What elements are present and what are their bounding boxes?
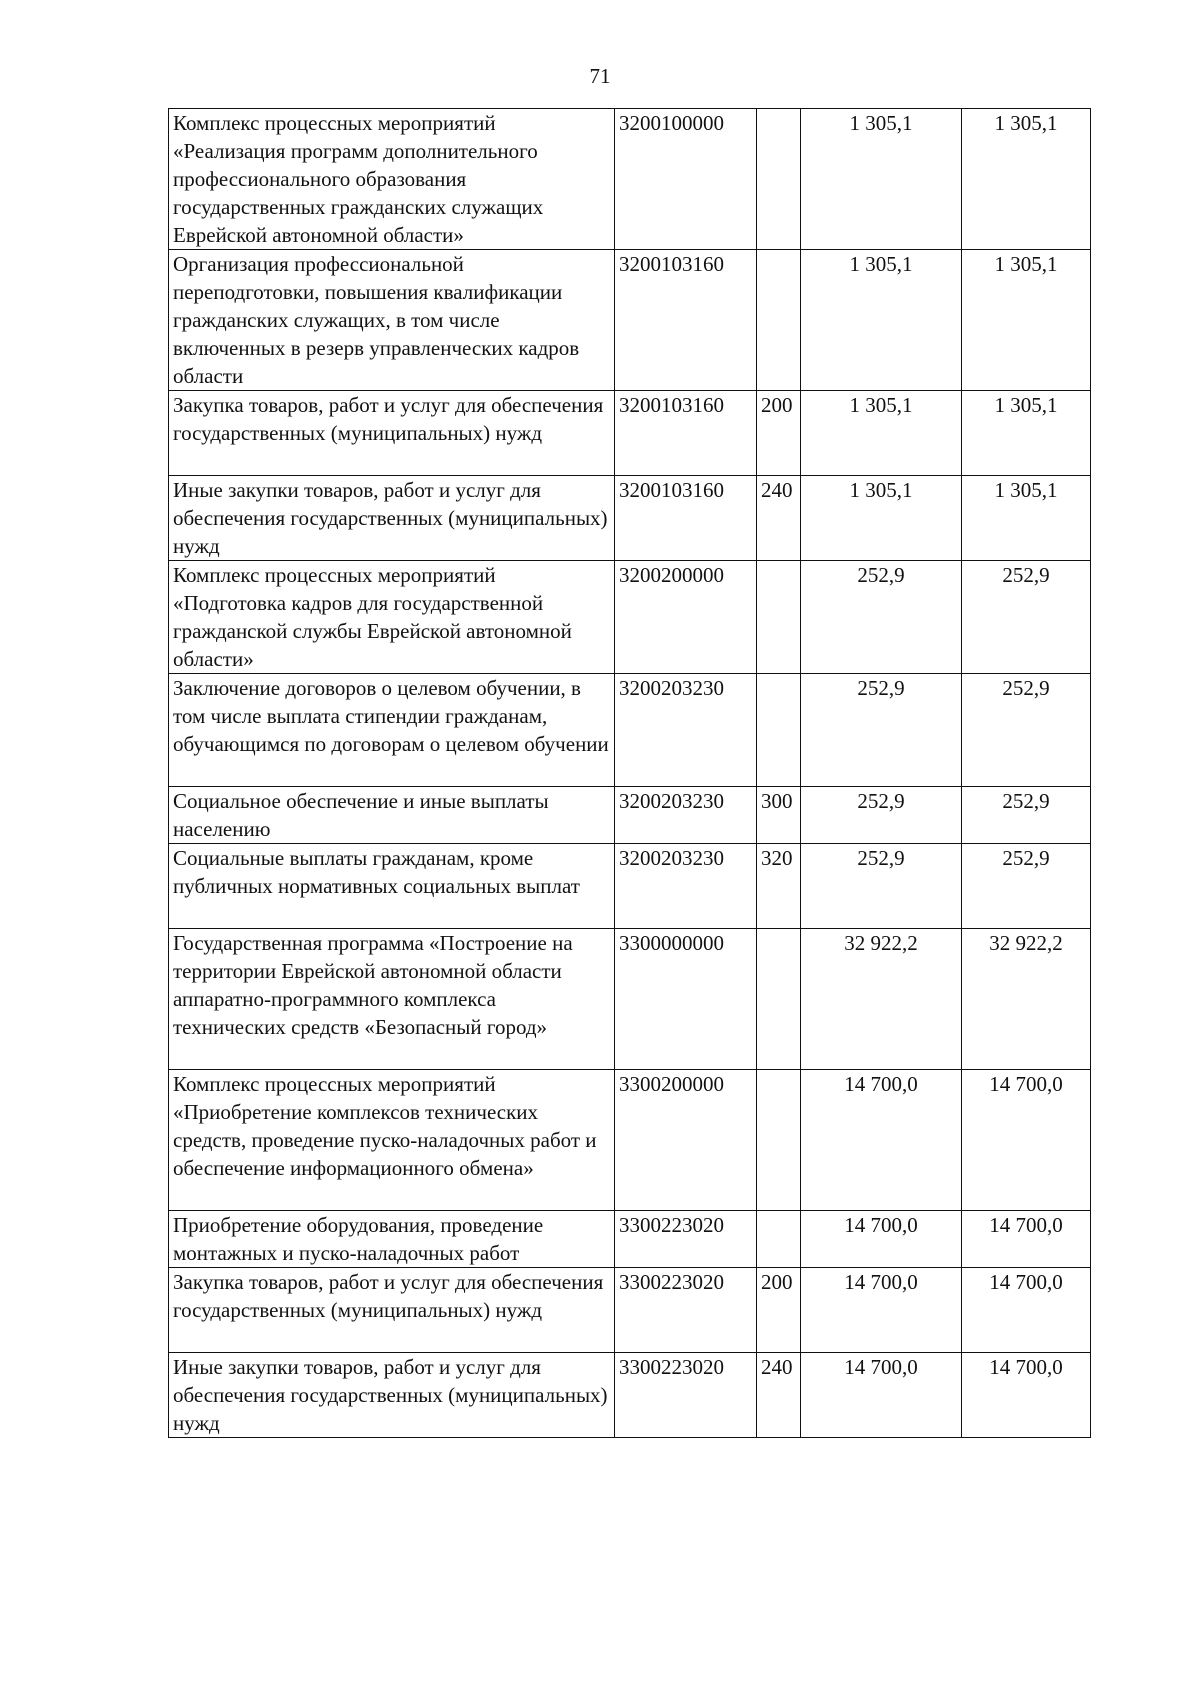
row-type-cell: 240 xyxy=(757,476,801,561)
row-value1-cell: 1 305,1 xyxy=(801,391,962,476)
row-value1-cell: 252,9 xyxy=(801,674,962,787)
row-type-cell xyxy=(757,674,801,787)
row-value2-cell: 32 922,2 xyxy=(962,929,1091,1070)
row-value2-cell: 252,9 xyxy=(962,844,1091,929)
table-row xyxy=(169,1211,1091,1268)
row-value2-cell: 14 700,0 xyxy=(962,1211,1091,1268)
row-value1-cell: 1 305,1 xyxy=(801,109,962,250)
row-code-cell: 3300200000 xyxy=(615,1070,757,1211)
row-name-cell: Комплекс процессных мероприятий «Приобретение комплексов технических средств, проведение пуско-наладочных работ и обеспечение информационного обмена» xyxy=(169,1070,615,1211)
row-name-cell: Приобретение оборудования, проведение монтажных и пуско-наладочных работ xyxy=(169,1211,615,1268)
table-row xyxy=(169,1070,1091,1211)
row-code-cell: 3200103160 xyxy=(615,391,757,476)
table-row xyxy=(169,844,1091,929)
row-value2-cell: 1 305,1 xyxy=(962,476,1091,561)
row-code-cell: 3200203230 xyxy=(615,787,757,844)
row-code-cell: 3200200000 xyxy=(615,561,757,674)
row-value1-cell: 14 700,0 xyxy=(801,1070,962,1211)
row-type-cell xyxy=(757,250,801,391)
row-name-cell: Организация профессиональной переподготовки, повышения квалификации гражданских служащих, в том числе включенных в резерв управленческих кадров области xyxy=(169,250,615,391)
row-name-cell: Комплекс процессных мероприятий «Подготовка кадров для государственной гражданской службы Еврейской автономной области» xyxy=(169,561,615,674)
row-value2-cell: 1 305,1 xyxy=(962,391,1091,476)
row-name-cell: Закупка товаров, работ и услуг для обеспечения государственных (муниципальных) нужд xyxy=(169,391,615,476)
table-row xyxy=(169,1268,1091,1353)
row-value2-cell: 1 305,1 xyxy=(962,109,1091,250)
row-value1-cell: 252,9 xyxy=(801,787,962,844)
row-value1-cell: 1 305,1 xyxy=(801,250,962,391)
table-row xyxy=(169,109,1091,250)
row-value2-cell: 252,9 xyxy=(962,674,1091,787)
row-type-cell: 200 xyxy=(757,391,801,476)
table-row xyxy=(169,787,1091,844)
row-value2-cell: 14 700,0 xyxy=(962,1353,1091,1438)
table-row xyxy=(169,476,1091,561)
row-name-cell: Иные закупки товаров, работ и услуг для обеспечения государственных (муниципальных) нужд xyxy=(169,476,615,561)
row-type-cell xyxy=(757,929,801,1070)
row-value2-cell: 14 700,0 xyxy=(962,1268,1091,1353)
row-type-cell: 200 xyxy=(757,1268,801,1353)
row-code-cell: 3300223020 xyxy=(615,1268,757,1353)
page-number: 71 xyxy=(589,64,611,88)
table-row xyxy=(169,674,1091,787)
row-value1-cell: 1 305,1 xyxy=(801,476,962,561)
row-code-cell: 3200103160 xyxy=(615,250,757,391)
row-value1-cell: 14 700,0 xyxy=(801,1353,962,1438)
table-row xyxy=(169,250,1091,391)
row-code-cell: 3200203230 xyxy=(615,674,757,787)
row-value1-cell: 252,9 xyxy=(801,561,962,674)
table-row xyxy=(169,1353,1091,1438)
row-type-cell: 240 xyxy=(757,1353,801,1438)
row-value1-cell: 14 700,0 xyxy=(801,1211,962,1268)
row-type-cell xyxy=(757,1211,801,1268)
row-name-cell: Заключение договоров о целевом обучении, в том числе выплата стипендии гражданам, обучающимся по договорам о целевом обучении xyxy=(169,674,615,787)
row-name-cell: Социальное обеспечение и иные выплаты населению xyxy=(169,787,615,844)
row-value2-cell: 14 700,0 xyxy=(962,1070,1091,1211)
row-type-cell xyxy=(757,109,801,250)
row-value1-cell: 252,9 xyxy=(801,844,962,929)
row-type-cell: 320 xyxy=(757,844,801,929)
row-code-cell: 3200100000 xyxy=(615,109,757,250)
budget-table xyxy=(168,108,1091,1438)
row-name-cell: Социальные выплаты гражданам, кроме публичных нормативных социальных выплат xyxy=(169,844,615,929)
row-name-cell: Иные закупки товаров, работ и услуг для обеспечения государственных (муниципальных) нужд xyxy=(169,1353,615,1438)
table-row xyxy=(169,561,1091,674)
row-value2-cell: 252,9 xyxy=(962,561,1091,674)
row-name-cell: Комплекс процессных мероприятий «Реализация программ дополнительного профессионального образования государственных гражданских служащих Еврейской автономной области» xyxy=(169,109,615,250)
table-row xyxy=(169,929,1091,1070)
row-code-cell: 3300223020 xyxy=(615,1211,757,1268)
row-type-cell: 300 xyxy=(757,787,801,844)
row-name-cell: Государственная программа «Построение на территории Еврейской автономной области аппаратно-программного комплекса технических средств «Безопасный город» xyxy=(169,929,615,1070)
row-code-cell: 3200203230 xyxy=(615,844,757,929)
table-row xyxy=(169,391,1091,476)
row-code-cell: 3200103160 xyxy=(615,476,757,561)
row-type-cell xyxy=(757,561,801,674)
row-value2-cell: 252,9 xyxy=(962,787,1091,844)
row-type-cell xyxy=(757,1070,801,1211)
row-value1-cell: 14 700,0 xyxy=(801,1268,962,1353)
row-name-cell: Закупка товаров, работ и услуг для обеспечения государственных (муниципальных) нужд xyxy=(169,1268,615,1353)
row-value2-cell: 1 305,1 xyxy=(962,250,1091,391)
row-code-cell: 3300000000 xyxy=(615,929,757,1070)
row-code-cell: 3300223020 xyxy=(615,1353,757,1438)
row-value1-cell: 32 922,2 xyxy=(801,929,962,1070)
